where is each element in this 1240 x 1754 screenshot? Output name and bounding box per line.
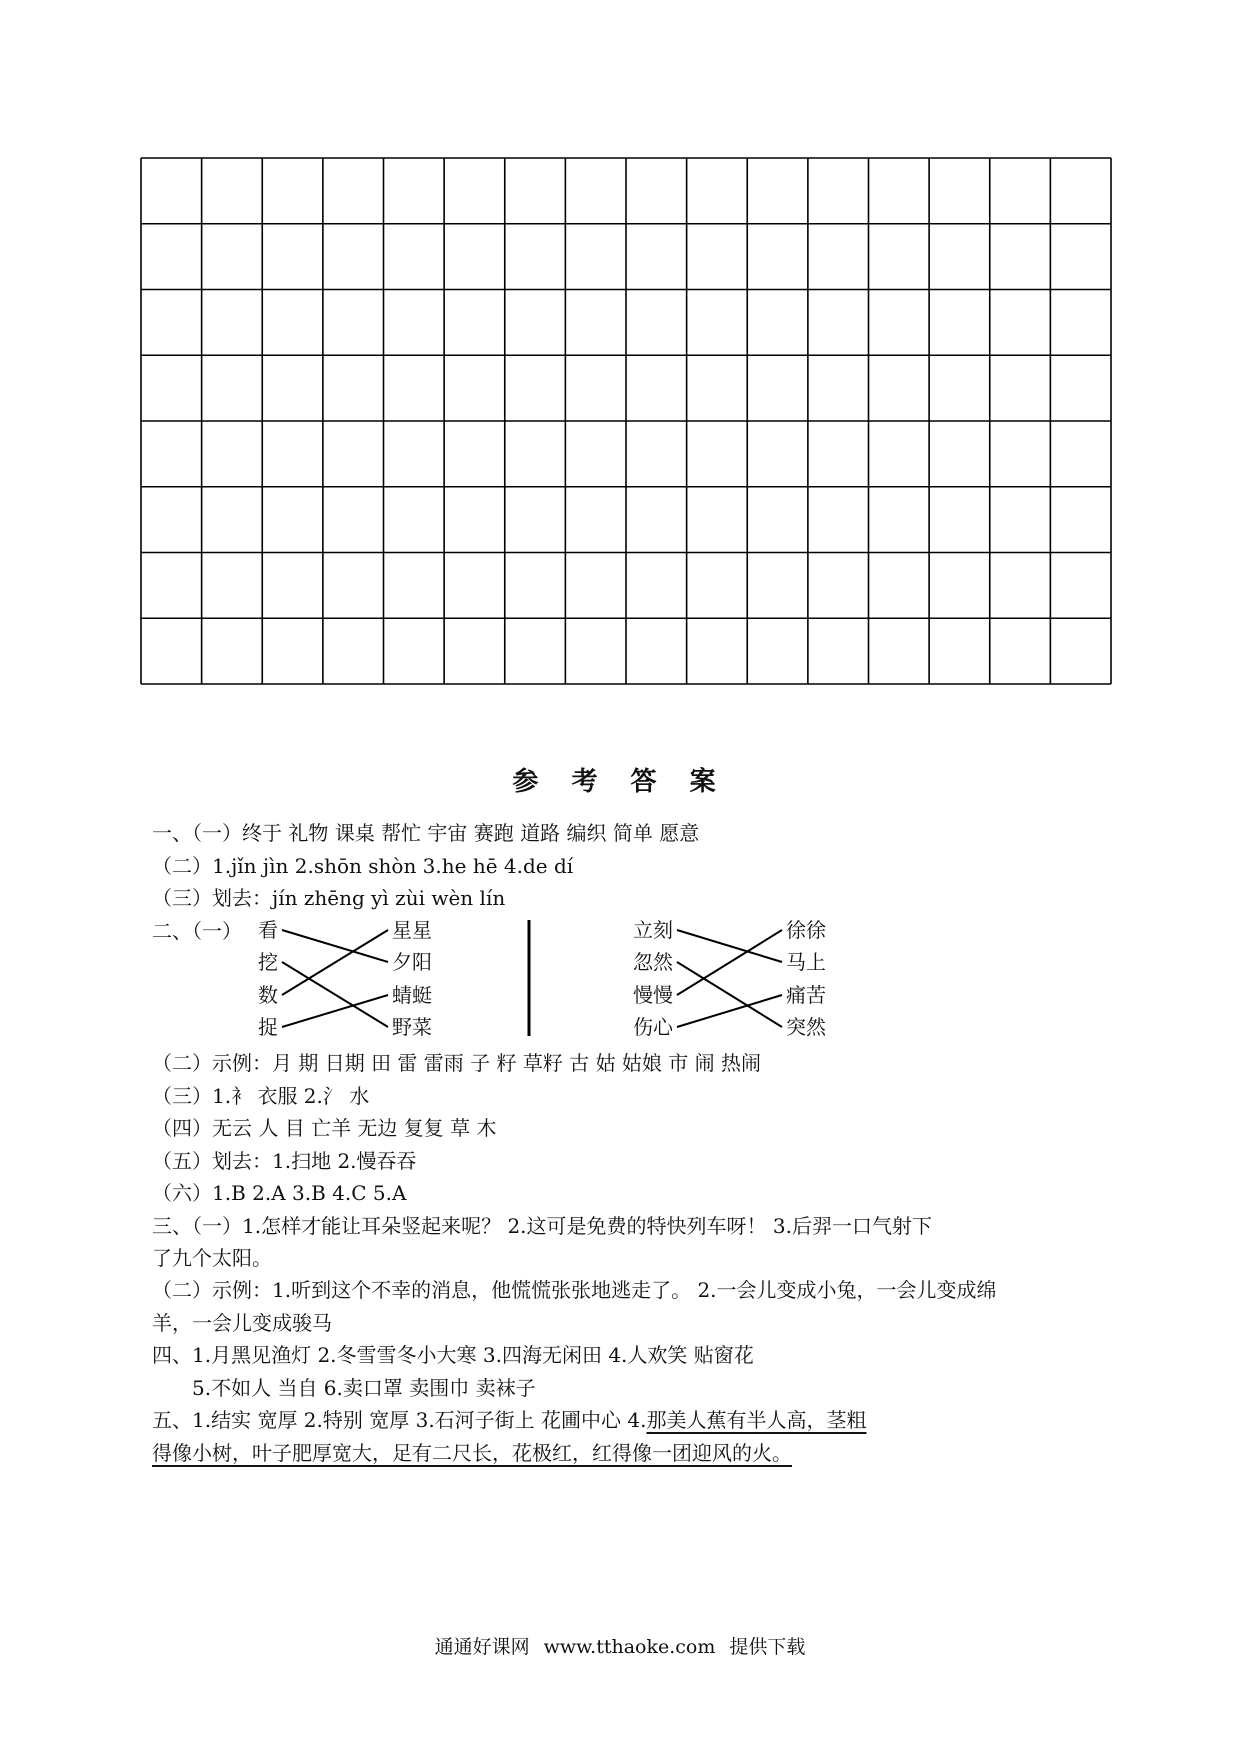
match-connector <box>677 962 782 1027</box>
underlined-answer-cont: 得像小树，叶子肥厚宽大，足有二尺长，花极红，红得像一团迎风的火。 <box>152 1441 792 1465</box>
match-right-word: 蜻蜓 <box>392 983 432 1007</box>
match-left-word: 立刻 <box>633 918 673 942</box>
answer-line-9: （六）1.B 2.A 3.B 4.C 5.A <box>152 1181 407 1205</box>
answer-line-16 <box>152 1407 866 1433</box>
match-connector <box>677 930 782 995</box>
match-left-word: 看 <box>258 918 278 942</box>
answer-line-14: 四、1.月黑见渔灯 2.冬雪雪冬小大寒 3.四海无闲田 4.人欢笑 贴窗花 <box>152 1343 754 1367</box>
match-left-word: 伤心 <box>633 1015 673 1039</box>
answer-line-10: 三、（一）1.怎样才能让耳朵竖起来呢？ 2.这可是免费的特快列车呀！ 3.后羿一口气射下 <box>152 1214 932 1238</box>
match-connector <box>282 930 388 962</box>
match-right-word: 野菜 <box>392 1015 432 1039</box>
answer-line-11: 了九个太阳。 <box>152 1246 272 1270</box>
match-right-word: 徐徐 <box>786 918 826 942</box>
answer-line-13: 羊，一会儿变成骏马 <box>152 1311 332 1335</box>
answer-line-17 <box>152 1440 792 1466</box>
underlined-answer: 那美人蕉有半人高，茎粗 <box>646 1408 867 1432</box>
footer-url[interactable]: www.tthaoke.com <box>543 1636 716 1658</box>
answer-line-6: （三）1.衤 衣服 2.氵 水 <box>152 1084 370 1108</box>
footer-tail: 提供下载 <box>729 1636 806 1658</box>
answer-line-3: （三）划去：jín zhēng yì zùi wèn lín <box>152 886 506 910</box>
match-connector <box>282 995 388 1027</box>
match-connector <box>282 930 388 995</box>
footer <box>0 1632 1240 1659</box>
answer-line-8: （五）划去：1.扫地 2.慢吞吞 <box>152 1149 417 1173</box>
answers-title: 参 考 答 案 <box>512 767 728 797</box>
match-right-word: 星星 <box>392 918 432 942</box>
match-right-word: 马上 <box>786 950 826 974</box>
answer-line-1: 一、（一）终于 礼物 课桌 帮忙 宇宙 赛跑 道路 编织 简单 愿意 <box>152 821 700 845</box>
match-left-word: 数 <box>258 983 278 1007</box>
answer-line-12: （二）示例：1.听到这个不幸的消息，他慌慌张张地逃走了。 2.一会儿变成小兔，一会儿变成绵 <box>152 1278 997 1302</box>
match-left-word: 捉 <box>258 1015 278 1039</box>
match-left-word: 挖 <box>258 950 278 974</box>
answer-line-5: （二）示例：月 期 日期 田 雷 雷雨 子 籽 草籽 古 姑 姑娘 市 闹 热闹 <box>152 1051 762 1075</box>
answer-line-16-text: 五、1.结实 宽厚 2.特别 宽厚 3.石河子街上 花圃中心 4. <box>152 1408 647 1432</box>
match-connector <box>677 995 782 1027</box>
match-right-word: 夕阳 <box>392 950 432 974</box>
answer-line-15: 5.不如人 当自 6.卖口罩 卖围巾 卖袜子 <box>192 1376 536 1400</box>
answer-line-7: （四）无云 人 目 亡羊 无边 复复 草 木 <box>152 1116 497 1140</box>
match-left-word: 慢慢 <box>633 983 673 1007</box>
match-connector <box>282 962 388 1027</box>
match-right-word: 突然 <box>786 1015 826 1039</box>
answer-line-2: （二）1.jǐn jìn 2.shōn shòn 3.he hē 4.de dí <box>152 854 574 878</box>
footer-site: 通通好课网 <box>434 1636 530 1658</box>
match-connector <box>677 930 782 962</box>
answer-line-4-prefix: 二、（一） <box>152 919 242 943</box>
match-right-word: 痛苦 <box>786 983 826 1007</box>
match-left-word: 忽然 <box>633 950 673 974</box>
